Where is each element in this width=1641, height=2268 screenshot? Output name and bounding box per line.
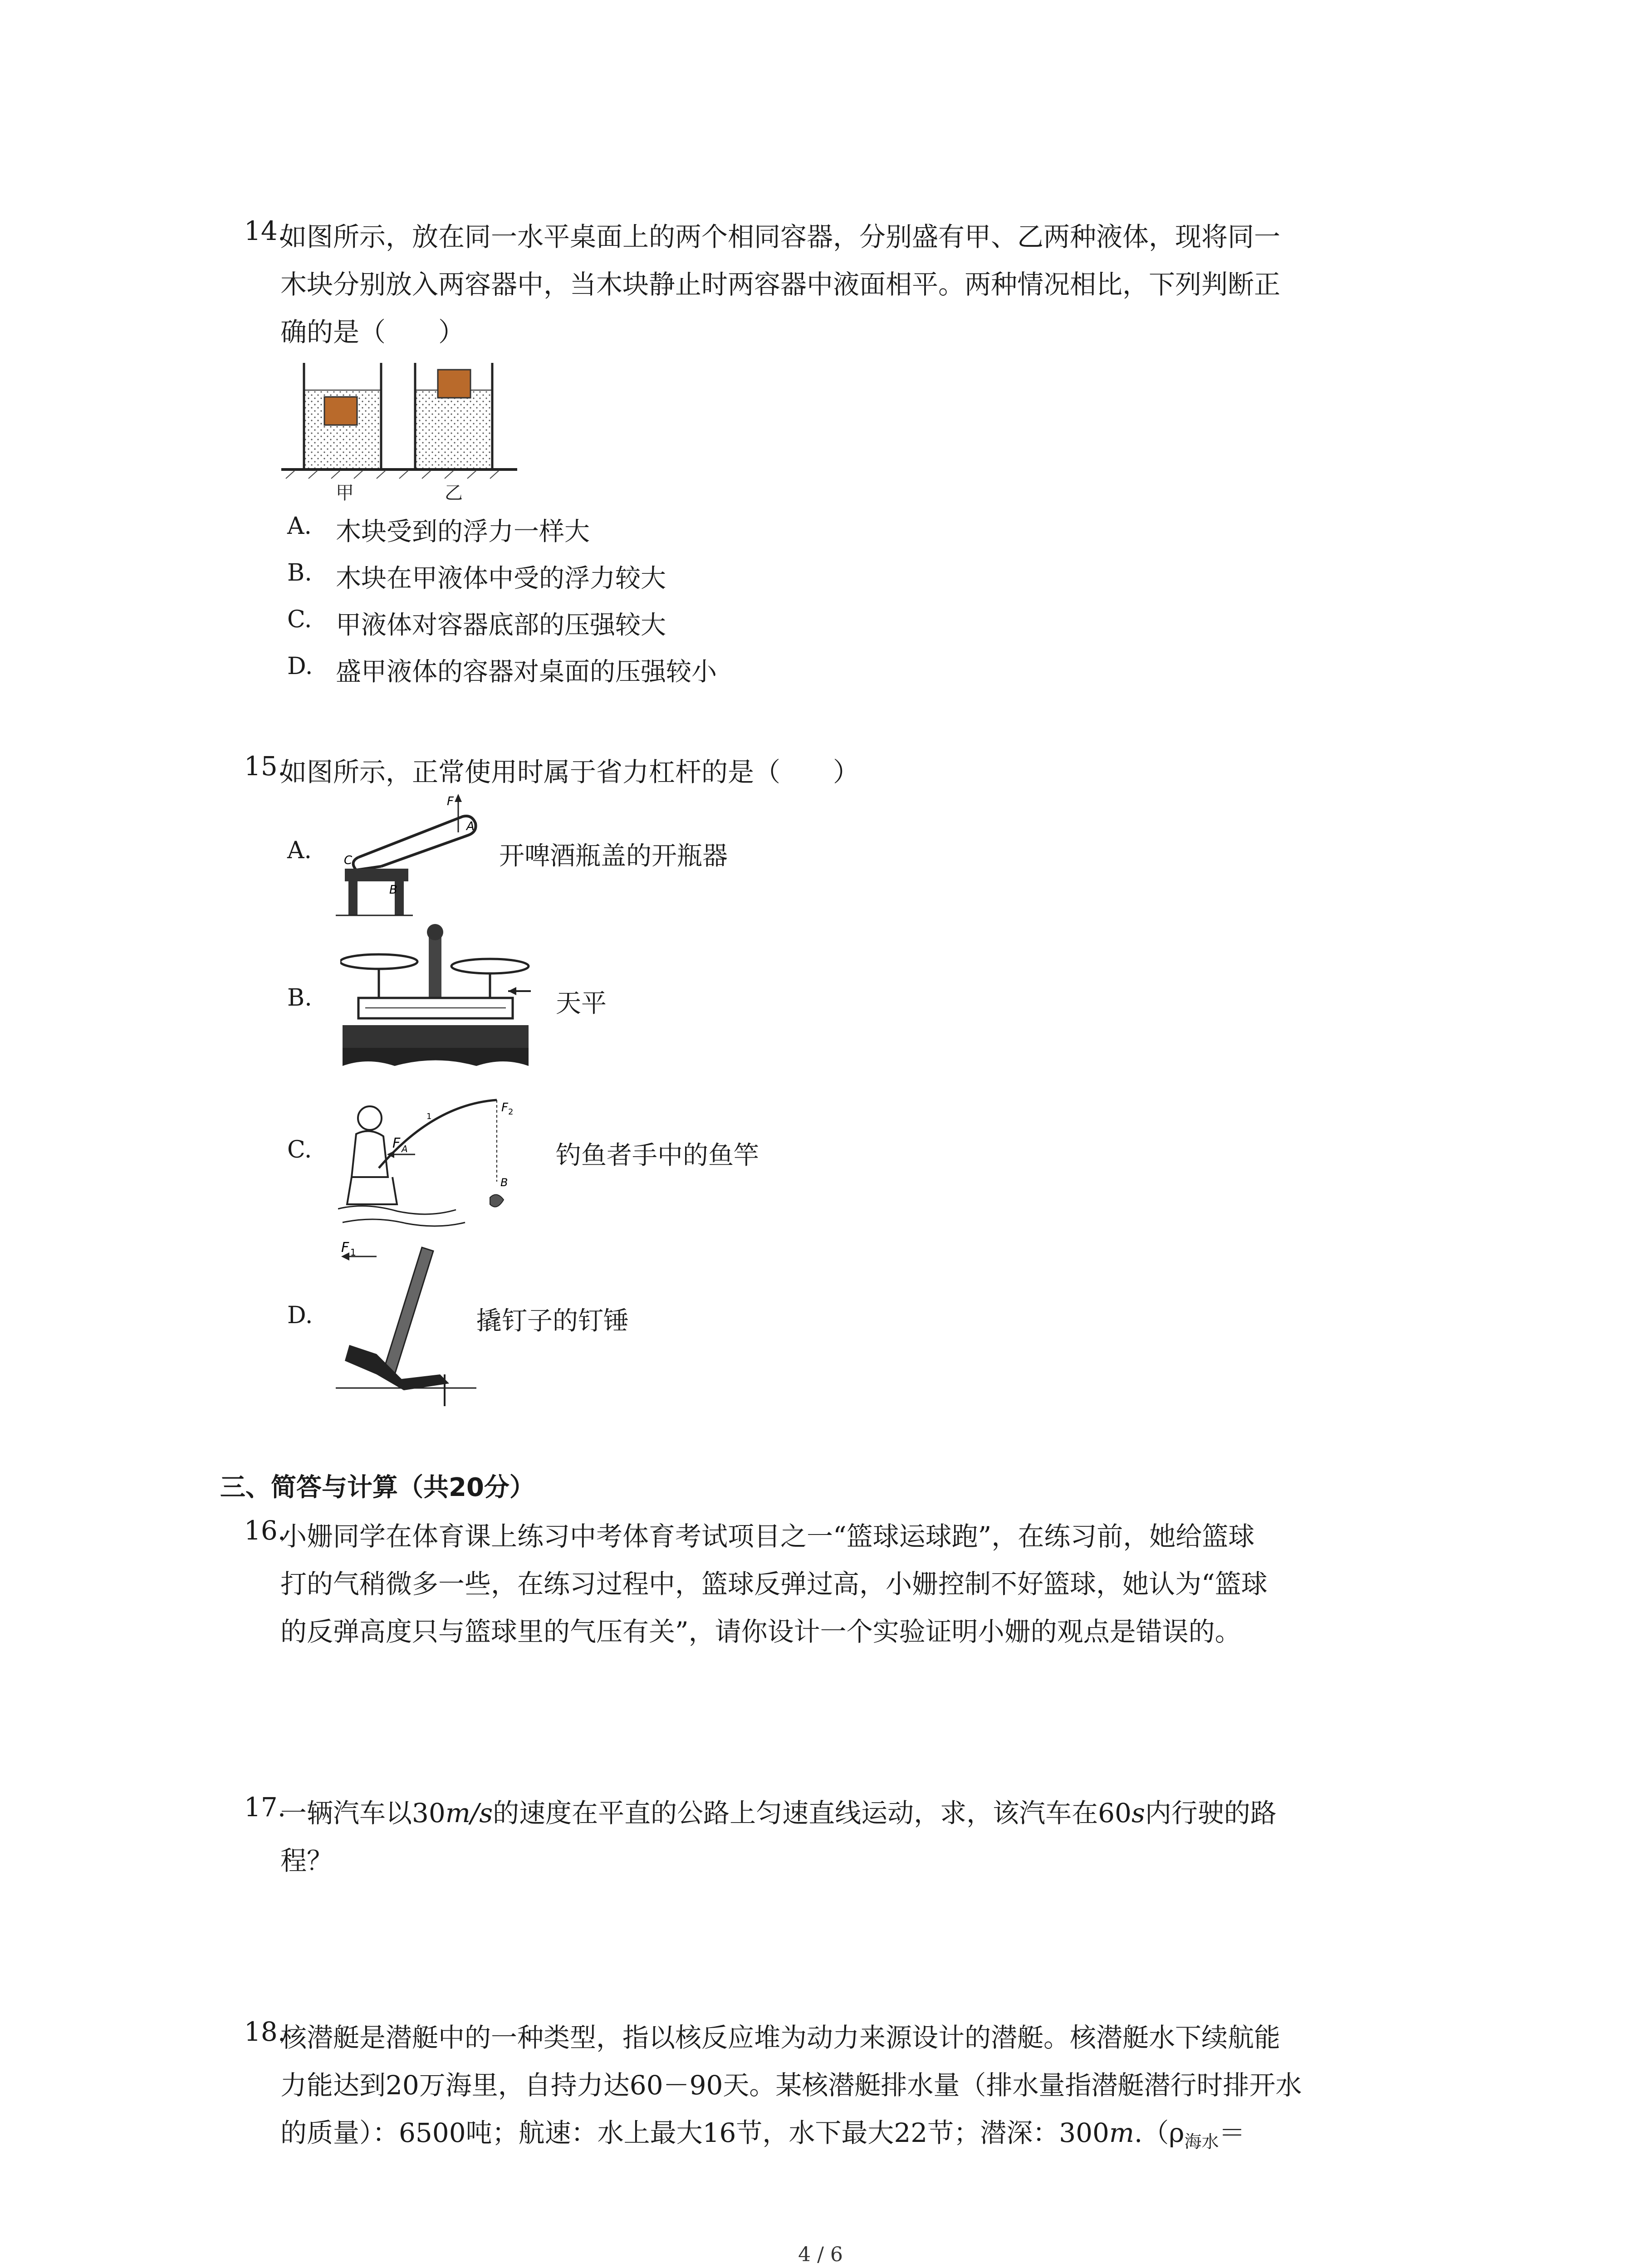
q14-option-a-letter: A. (287, 513, 312, 540)
q14-option-b-text: 木块在甲液体中受的浮力较大 (336, 564, 666, 593)
question-16-line-3: 的反弹高度只与篮球里的气压有关”，请你设计一个实验证明小姗的观点是错误的。 (280, 1616, 1241, 1647)
question-17-line-2: 程？ (280, 1845, 333, 1876)
figure-label-jia: 甲 (336, 483, 354, 503)
rod-label-fa-sub: A (402, 1144, 408, 1154)
figure-label-yi: 乙 (445, 483, 463, 503)
question-16-number: 16. (244, 1515, 286, 1546)
rod-label-1: 1 (426, 1112, 432, 1121)
question-16-line-2: 打的气稍微多一些，在练习过程中，篮球反弹过高，小姗控制不好篮球，她认为“篮球 (280, 1569, 1268, 1599)
opener-label-b: B (389, 883, 397, 897)
q15-option-c-letter: C. (287, 1136, 312, 1163)
q15-option-a-letter: A. (287, 837, 312, 864)
balance-scale-figure (340, 921, 531, 1084)
q17-unit-ms: m/s (445, 1798, 493, 1828)
q18-unit-m: m (1109, 2117, 1134, 2148)
question-14-line-3: 确的是（ ） (280, 317, 465, 347)
section-3-title: 三、简答与计算（共20分） (220, 1473, 535, 1502)
question-18-line-3 (280, 2112, 1245, 2153)
q17-text-b: 的速度在平直的公路上匀速直线运动，求，该汽车在60 (493, 1798, 1132, 1828)
question-16-line-1: 小姗同学在体育课上练习中考体育考试项目之一“篮球运球跑”，在练习前，她给篮球 (280, 1521, 1255, 1552)
fishing-rod-figure (338, 1091, 533, 1236)
opener-label-f: F (447, 795, 454, 808)
bottle-opener-figure (331, 789, 513, 925)
q15-option-b-text: 天平 (556, 989, 607, 1018)
rod-label-fa: F (392, 1135, 401, 1151)
question-14-number: 14. (244, 215, 286, 246)
question-18-line-1: 核潜艇是潜艇中的一种类型，指以核反应堆为动力来源设计的潜艇。核潜艇水下续航能 (280, 2022, 1281, 2053)
q14-option-a-text: 木块受到的浮力一样大 (336, 517, 590, 547)
q14-option-c-text: 甲液体对容器底部的压强较大 (336, 611, 666, 640)
q18-equals: ＝ (1219, 2117, 1245, 2148)
rod-label-b: B (500, 1176, 508, 1189)
opener-label-c: C (344, 854, 353, 867)
page-number: 4 / 6 (798, 2243, 843, 2266)
q15-option-c-text: 钓鱼者手中的鱼竿 (556, 1141, 759, 1170)
rod-label-f2: F (501, 1101, 508, 1114)
question-14-figure (281, 358, 517, 508)
opener-label-a: A (466, 820, 475, 833)
hammer-label-f-sub: 1 (350, 1247, 356, 1258)
q15-option-a-text: 开啤酒瓶盖的开瓶器 (499, 841, 728, 871)
claw-hammer-figure (336, 1238, 485, 1411)
question-17-line-1 (280, 1792, 1277, 1830)
q14-option-c-letter: C. (287, 606, 312, 633)
q17-text-a: 一辆汽车以30 (280, 1798, 446, 1828)
q14-option-b-letter: B. (287, 559, 312, 587)
q18-rho-subscript: 海水 (1184, 2131, 1219, 2152)
question-15-number: 15. (244, 751, 286, 782)
q17-unit-s: s (1131, 1798, 1145, 1828)
q14-option-d-text: 盛甲液体的容器对桌面的压强较小 (336, 657, 717, 687)
question-14-line-1: 如图所示，放在同一水平桌面上的两个相同容器，分别盛有甲、乙两种液体，现将同一 (280, 221, 1281, 252)
rod-label-f2-sub: 2 (508, 1107, 514, 1117)
q14-option-d-letter: D. (287, 653, 313, 680)
q17-text-c: 内行驶的路 (1145, 1798, 1277, 1828)
q18-rho: .（ρ (1134, 2117, 1185, 2148)
question-18-number: 18. (244, 2016, 286, 2047)
question-14-line-2: 木块分别放入两容器中，当木块静止时两容器中液面相平。两种情况相比，下列判断正 (280, 269, 1281, 300)
question-15-stem: 如图所示，正常使用时属于省力杠杆的是（ ） (280, 757, 860, 787)
question-17-number: 17. (244, 1792, 286, 1823)
question-18-line-2: 力能达到20万海里，自持力达60－90天。某核潜艇排水量（排水量指潜艇潜行时排开水 (280, 2070, 1302, 2101)
hammer-label-f: F (341, 1240, 349, 1256)
q15-option-d-letter: D. (287, 1302, 313, 1329)
q18-line-3-text: 的质量）：6500吨；航速：水上最大16节，水下最大22节；潜深：300 (280, 2117, 1109, 2148)
q15-option-d-text: 撬钉子的钉锤 (476, 1306, 629, 1336)
q15-option-b-letter: B. (287, 984, 312, 1012)
